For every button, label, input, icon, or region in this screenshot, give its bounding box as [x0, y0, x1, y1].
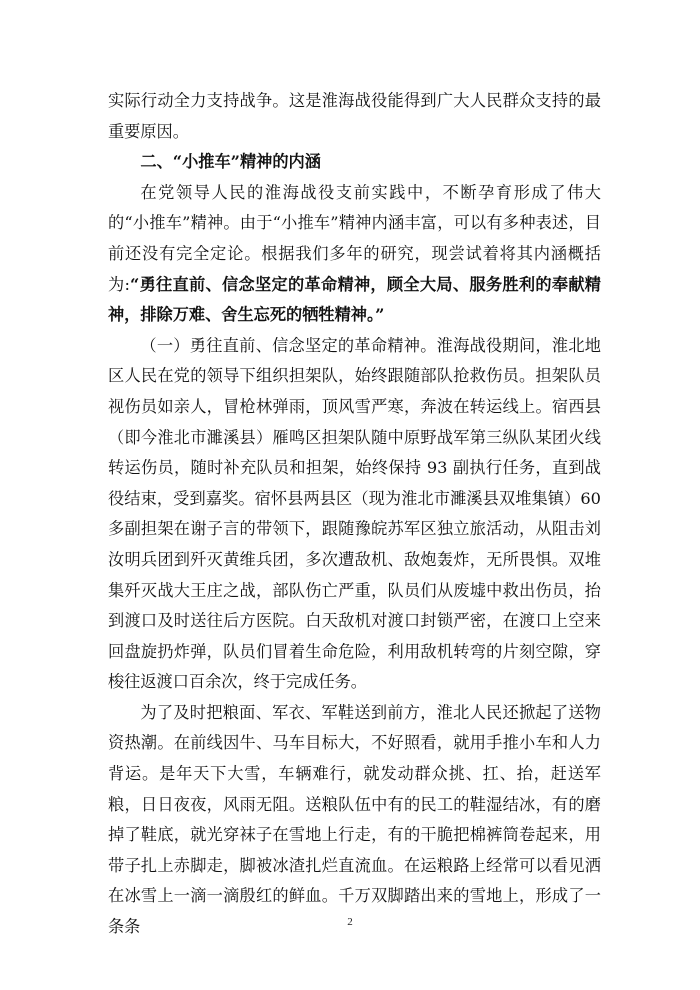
- document-body: [108, 86, 601, 943]
- revolutionary-spirit-paragraph: （一）勇往直前、信念坚定的革命精神。淮海战役期间，淮北地区人民在党的领导下组织担架队，始终跟随部队抢救伤员。担架队员视伤员如亲人，冒枪林弹雨，顶风雪严寒，奔波在转运线上。宿西县（即今淮北市濉溪县）雁鸣区担架队随中原野战军第三纵队某团火线转运伤员，随时补充队员和担架，始终保持 93 副执行任务，直到战役结束，受到嘉奖。宿怀县两县区（现为淮北市濉溪县双堆集镇）60多副担架在谢子言的带领下，跟随豫皖苏军区独立旅活动，从阻击刘汝明兵团到歼灭黄维兵团，多次遭敌机、敌炮轰炸，无所畏惧。双堆集歼灭战大王庄之战，部队伤亡严重，队员们从废墟中救出伤员，抬到渡口及时送往后方医院。白天敌机对渡口封锁严密，在渡口上空来回盘旋扔炸弹，队员们冒着生命危险，利用敌机转弯的片刻空隙，穿梭往返渡口百余次，终于完成任务。: [108, 335, 601, 692]
- page-number: 2: [347, 916, 353, 928]
- section-heading: 二、“小推车”精神的内涵: [140, 152, 321, 172]
- supply-transport-paragraph: 为了及时把粮面、军衣、军鞋送到前方，淮北人民还掀起了送物资热潮。在前线因牛、马车目标大，不好照看，就用手推小车和人力背运。是年天下大雪，车辆难行，就发动群众挑、扛、抬，赶送军粮，日日夜夜，风雨无阻。送粮队伍中有的民工的鞋湿结冰，有的磨掉了鞋底，就光穿袜子在雪地上行走，有的干脆把棉裤筒卷起来，用带子扎上赤脚走，脚被冰渣扎烂直流血。在运粮路上经常可以看见洒在冰雪上一滴一滴殷红的鲜血。千万双脚踏出来的雪地上，形成了一条条: [108, 702, 601, 937]
- spirit-definition: “勇往直前、信念坚定的革命精神，顾全大局、服务胜利的奉献精神，排除万难、舍生忘死的牺牲精神。”: [108, 274, 601, 325]
- intro-paragraph-text: 在党领导人民的淮海战役支前实践中，不断孕育形成了伟大的“小推车”精神。由于“小推车”精神内涵丰富，可以有多种表述，目前还没有完全定论。根据我们多年的研究，现尝试着将其内涵概括为:: [108, 182, 601, 294]
- intro-paragraph: [108, 178, 601, 331]
- continuation-paragraph: 实际行动全力支持战争。这是淮海战役能得到广大人民群众支持的最重要原因。: [108, 91, 601, 141]
